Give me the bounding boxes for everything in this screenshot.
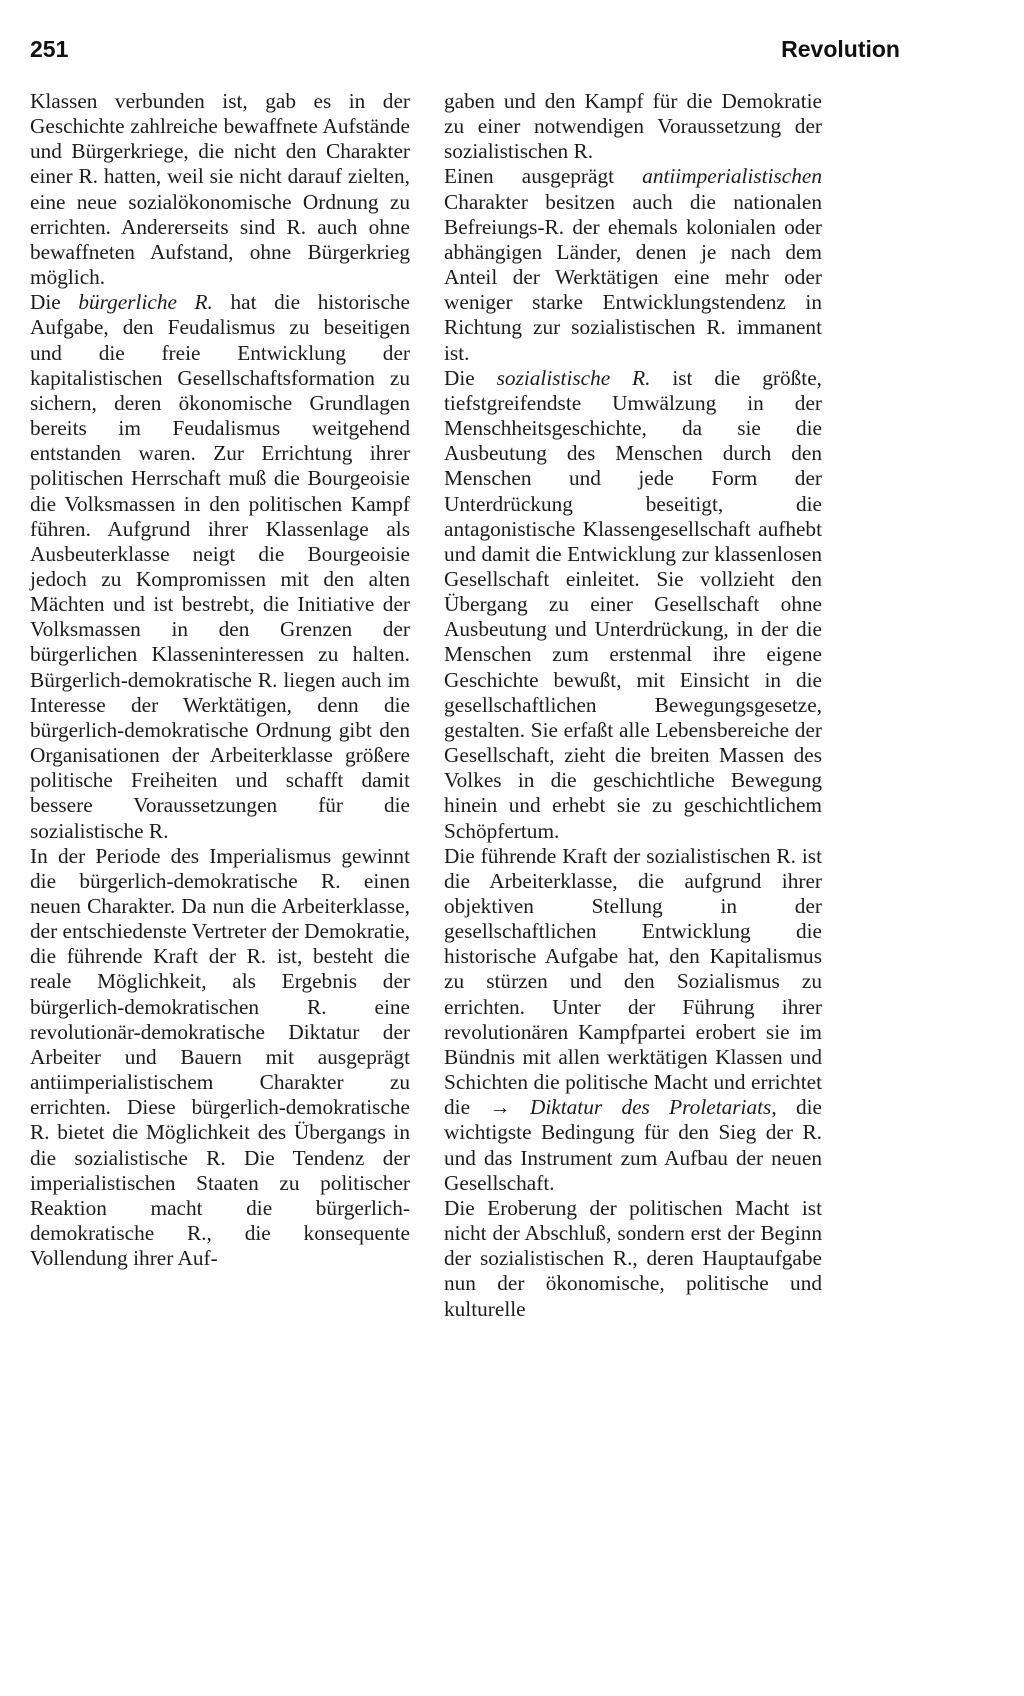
- paragraph: Die sozialistische R. ist die größte, tiefstgreifendste Umwälzung in der Menschheitsgeschichte, da sie die Ausbeutung des Menschen durch den Menschen und jede Form der Unterdrückung beseitigt, die antagonistische Klassengesellschaft aufhebt und damit die Entwicklung zur klassenlosen Gesellschaft einleitet. Sie vollzieht den Übergang zu einer Gesellschaft ohne Ausbeutung und Unterdrückung, in der die Menschen zum erstenmal ihre eigene Geschichte bewußt, mit Einsicht in die gesellschaftlichen Bewegungsgesetze, gestalten. Sie erfaßt alle Lebensbereiche der Gesellschaft, zieht die breiten Massen des Volkes in die geschichtliche Bewegung hinein und erhebt sie zu geschichtlichem Schöpfertum.: [444, 365, 822, 843]
- page-header: [30, 36, 900, 76]
- cross-reference-link[interactable]: Diktatur des Proletariats: [529, 1095, 772, 1120]
- paragraph: Einen ausgeprägt antiimperialistischen Charakter besitzen auch die nationalen Befreiungs-R. der ehemals kolonialen oder abhängigen Länder, denen je nach dem Anteil der Werktätigen eine mehr oder weniger starke Entwicklungstendenz in Richtung zur sozialistischen R. immanent ist.: [444, 164, 822, 365]
- emphasis-term: bürgerliche R.: [78, 290, 213, 315]
- right-column: [444, 89, 822, 1322]
- emphasis-term: antiimperialistischen: [642, 164, 822, 189]
- left-column: [30, 89, 410, 1271]
- paragraph: In der Periode des Imperialismus gewinnt die bürgerlich-demokratische R. einen neuen Charakter. Da nun die Arbeiterklasse, der entschiedenste Vertreter der Demokratie, die führende Kraft der R. ist, besteht die reale Möglichkeit, als Ergebnis der bürgerlich-demokratischen R. eine revolutionär-demokratische Diktatur der Arbeiter und Bauern mit ausgeprägt antiimperialistischem Charakter zu errichten. Diese bürgerlich-demokratische R. bietet die Möglichkeit des Übergangs in die sozialistische R. Die Tendenz der imperialistischen Staaten zu politischer Reaktion macht die bürgerlich-demokratische R., die konsequente Vollendung ihrer Auf-: [30, 843, 410, 1271]
- paragraph: Die führende Kraft der sozialistischen R. ist die Arbeiterklasse, die aufgrund ihrer objektiven Stellung in der gesellschaftlichen Entwicklung die historische Aufgabe hat, den Kapitalismus zu stürzen und den Sozialismus zu errichten. Unter der Führung ihrer revolutionären Kampfpartei erobert sie im Bündnis mit allen werktätigen Klassen und Schichten die politische Macht und errichtet die → Diktatur des Proletariats, die wichtigste Bedingung für den Sieg der R. und das Instrument zum Aufbau der neuen Gesellschaft.: [444, 843, 822, 1195]
- paragraph: gaben und den Kampf für die Demokratie zu einer notwendigen Voraussetzung der sozialistischen R.: [444, 89, 822, 164]
- page-number: 251: [30, 36, 69, 62]
- section-title: Revolution: [781, 36, 900, 62]
- paragraph: Die Eroberung der politischen Macht ist nicht der Abschluß, sondern erst der Beginn der sozialistischen R., deren Hauptaufgabe nun der ökonomische, politische und kulturelle: [444, 1195, 822, 1321]
- paragraph: Die bürgerliche R. hat die historische Aufgabe, den Feudalismus zu beseitigen und die freie Entwicklung der kapitalistischen Gesellschaftsformation zu sichern, deren ökonomische Grundlagen bereits im Feudalismus weitgehend entstanden waren. Zur Errichtung ihrer politischen Herrschaft muß die Bourgeoisie die Volksmassen in den politischen Kampf führen. Aufgrund ihrer Klassenlage als Ausbeuterklasse neigt die Bourgeoisie jedoch zu Kompromissen mit den alten Mächten und ist bestrebt, die Initiative der Volksmassen in den Grenzen der bürgerlichen Klasseninteressen zu halten. Bürgerlich-demokratische R. liegen auch im Interesse der Werktätigen, denn die bürgerlich-demokratische Ordnung gibt den Organisationen der Arbeiterklasse größere politische Freiheiten und schafft damit bessere Voraussetzungen für die sozialistische R.: [30, 290, 410, 843]
- paragraph: Klassen verbunden ist, gab es in der Geschichte zahlreiche bewaffnete Aufstände und Bürgerkriege, die nicht den Charakter einer R. hatten, weil sie nicht darauf zielten, eine neue sozialökonomische Ordnung zu errichten. Andererseits sind R. auch ohne bewaffneten Aufstand, ohne Bürgerkrieg möglich.: [30, 89, 410, 290]
- emphasis-term: sozialistische R.: [496, 365, 651, 390]
- cross-reference-arrow-icon: →: [489, 1095, 511, 1120]
